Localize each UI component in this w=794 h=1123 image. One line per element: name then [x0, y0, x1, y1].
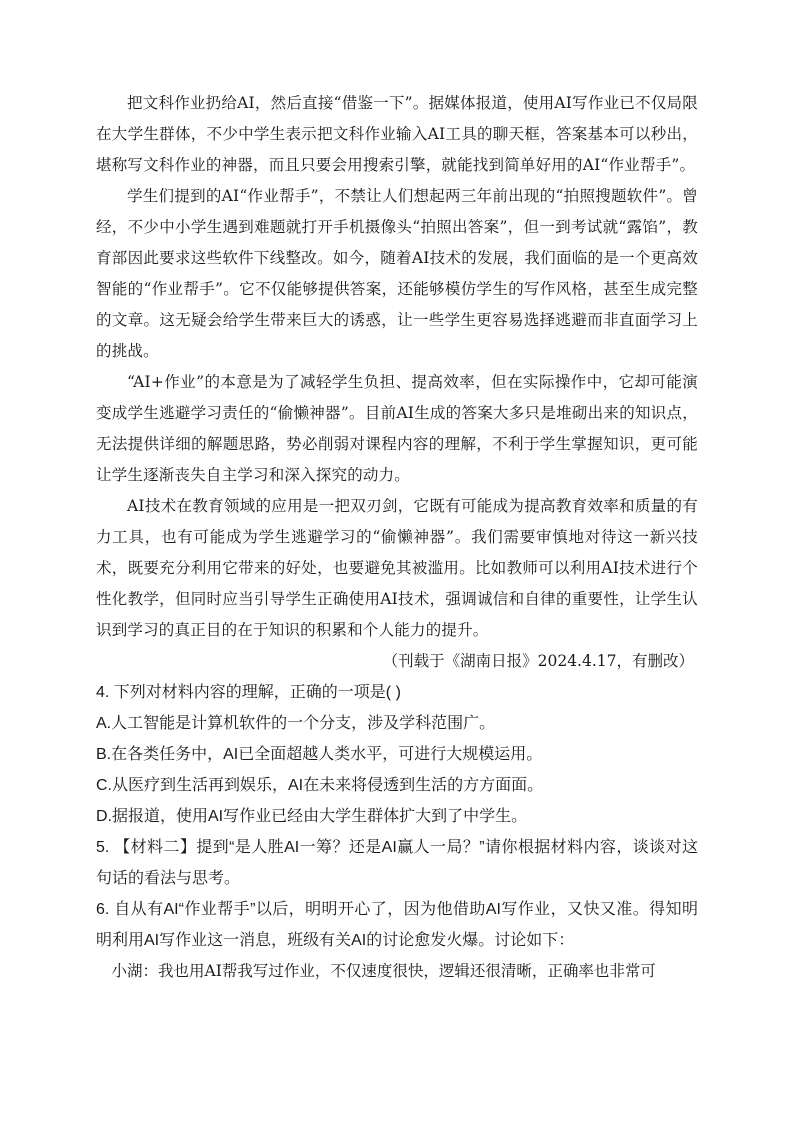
question-6-stem: 6. 自从有AI“作业帮手”以后，明明开心了，因为他借助AI写作业，又快又准。得知明明利用AI写作业这一消息，班级有关AI的讨论愈发火爆。讨论如下：	[96, 901, 698, 949]
question-4-option-c: C.从医疗到生活再到娱乐，AI在未来将侵透到生活的方方面面。	[96, 777, 544, 794]
passage-paragraph-2: 学生们提到的AI“作业帮手”，不禁让人们想起两三年前出现的“拍照搜题软件”。曾经，不少中小学生遇到难题就打开手机摄像头“拍照出答案”，但一到考试就“露馅”，教育部因此要求这些软件下线整改。如今，随着AI技术的发展，我们面临的是一个更高效智能的“作业帮手”。它不仅能够提供答案，还能够模仿学生的写作风格，甚至生成完整的文章。这无疑会给学生带来巨大的诱惑，让一些学生更容易选择逃避而非直面学习上的挑战。	[96, 187, 698, 360]
question-5-stem: 5. 【材料二】提到“是人胜AI一筹？还是AI赢人一局？”请你根据材料内容，谈谈对这句话的看法与思考。	[96, 839, 698, 887]
question-4-stem: 4. 下列对材料内容的理解，正确的一项是( )	[96, 684, 401, 701]
question-4-option-b: B.在各类任务中，AI已全面超越人类水平，可进行大规模运用。	[96, 746, 543, 763]
passage-paragraph-1: 把文科作业扔给AI，然后直接“借鉴一下”。据媒体报道，使用AI写作业已不仅局限在大学生群体，不少中学生表示把文科作业输入AI工具的聊天框，答案基本可以秒出，堪称写文科作业的神器，而且只要会用搜索引擎，就能找到简单好用的AI“作业帮手”。	[96, 94, 698, 174]
question-4-option-a: A.人工智能是计算机软件的一个分支，涉及学科范围广。	[96, 715, 496, 732]
document-content	[96, 88, 698, 987]
question-6-dialogue-line: 小湖：我也用AI帮我写过作业，不仅速度很快，逻辑还很清晰，正确率也非常可	[111, 962, 656, 980]
question-4-option-d: D.据报道，使用AI写作业已经由大学生群体扩大到了中学生。	[96, 808, 528, 825]
passage-paragraph-3: “AI+作业”的本意是为了减轻学生负担、提高效率，但在实际操作中，它却可能演变成学生逃避学习责任的“偷懒神器”。目前AI生成的答案大多只是堆砌出来的知识点，无法提供详细的解题思路，势必削弱对课程内容的理解，不利于学生掌握知识，更可能让学生逐渐丧失自主学习和深入探究的动力。	[96, 373, 698, 484]
question-4-options	[96, 708, 698, 832]
passage-source: （刊载于《湖南日报》2024.4.17，有删改）	[382, 652, 694, 670]
passage-paragraph-4: AI技术在教育领域的应用是一把双刃剑，它既有可能成为提高教育效率和质量的有力工具，也有可能成为学生逃避学习的“偷懒神器”。我们需要审慎地对待这一新兴技术，既要充分利用它带来的好处，也要避免其被滥用。比如教师可以利用AI技术进行个性化教学，但同时应当引导学生正确使用AI技术，强调诚信和自律的重要性，让学生认识到学习的真正目的在于知识的积累和个人能力的提升。	[96, 497, 698, 639]
